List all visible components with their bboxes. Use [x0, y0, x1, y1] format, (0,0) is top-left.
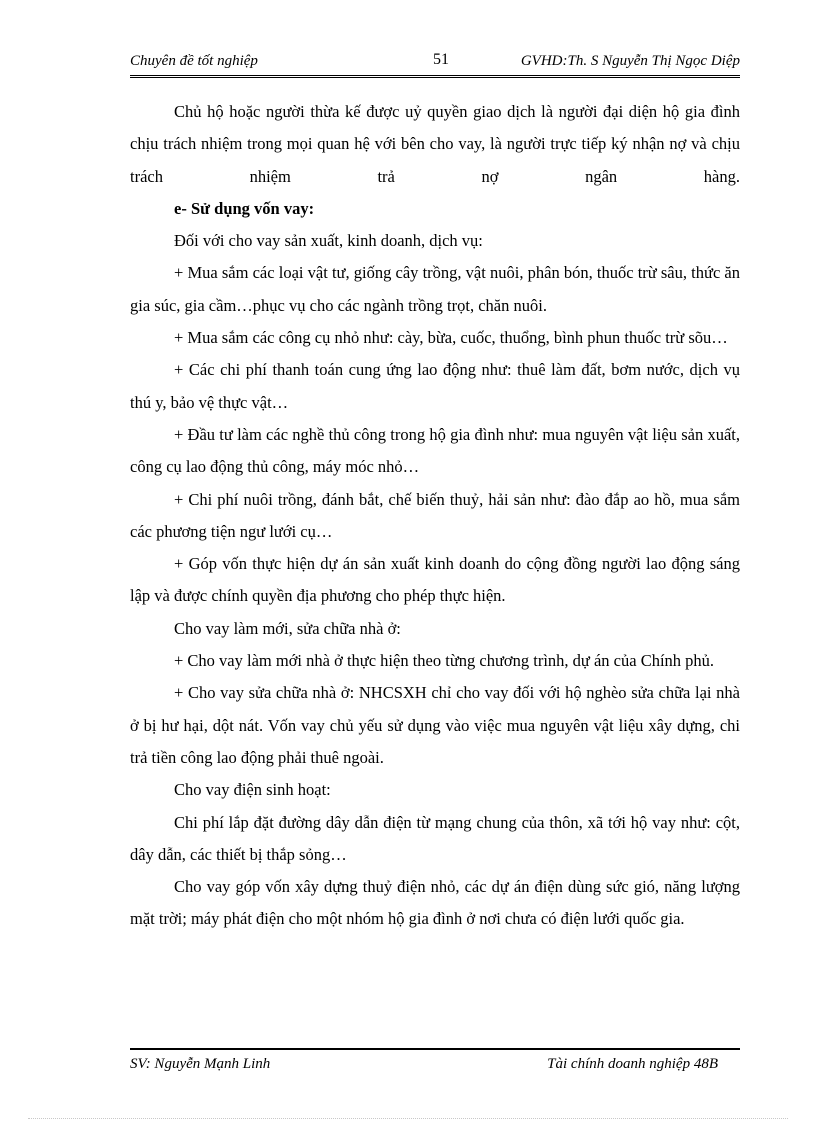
list-item-handicraft: + Đầu tư làm các nghề thủ công trong hộ gia đình như: mua nguyên vật liệu sản xuất, công cụ lao động thủ công, máy móc nhỏ… [130, 424, 740, 477]
list-item-new-housing: + Cho vay làm mới nhà ở thực hiện theo từng chương trình, dự án của Chính phủ. [174, 651, 715, 671]
paragraph-power-line-costs: Chi phí lắp đặt đường dây dẫn điện từ mạng chung của thôn, xã tới hộ vay như: cột, dây dẫn, các thiết bị thắp sỏng… [130, 812, 740, 864]
page-bottom-divider [28, 1118, 788, 1119]
page-body [130, 96, 740, 936]
list-item-labor-costs: + Các chi phí thanh toán cung ứng lao động như: thuê làm đất, bơm nước, dịch vụ thú y, bảo vệ thực vật… [130, 360, 740, 412]
section-heading-loan-usage: e- Sử dụng vốn vay: [174, 198, 315, 218]
header-supervisor: GVHD:Th. S Nguyễn Thị Ngọc Diệp [520, 53, 740, 69]
list-item-community-projects: + Góp vốn thực hiện dự án sản xuất kinh doanh do cộng đồng người lao động sáng lập và được chính quyền địa phương cho phép thực hiện. [130, 554, 740, 606]
header-document-title: Chuyên đề tốt nghiệp [130, 53, 258, 69]
footer-class-name: Tài chính doanh nghiệp 48B [547, 1056, 718, 1072]
page-header [130, 53, 740, 78]
paragraph-small-hydro: Cho vay góp vốn xây dựng thuỷ điện nhỏ, các dự án điện dùng sức gió, năng lượng mặt trời; máy phát điện cho một nhóm hộ gia đình ở nơi chưa có điện lưới quốc gia. [130, 877, 740, 929]
list-item-materials: + Mua sắm các loại vật tư, giống cây trồng, vật nuôi, phân bón, thuốc trừ sâu, thức ăn gia súc, gia cầm…phục vụ cho các ngành trồng trọt, chăn nuôi. [130, 263, 740, 315]
page-footer [130, 1048, 740, 1078]
paragraph-housing-loans-intro: Cho vay làm mới, sửa chữa nhà ở: [174, 618, 401, 638]
footer-student-name: SV: Nguyễn Mạnh Linh [130, 1056, 271, 1072]
list-item-small-tools: + Mua sắm các công cụ nhỏ như: cày, bừa, cuốc, thuổng, bình phun thuốc trừ sõu… [174, 328, 728, 348]
header-page-number: 51 [433, 51, 449, 68]
paragraph-electricity-loans-intro: Cho vay điện sinh hoạt: [174, 780, 331, 800]
list-item-aquaculture: + Chi phí nuôi trồng, đánh bắt, chế biến thuỷ, hải sản như: đào đắp ao hồ, mua sắm các phương tiện ngư lưới cụ… [130, 489, 740, 541]
paragraph-production-loans-intro: Đối với cho vay sản xuất, kinh doanh, dịch vụ: [174, 231, 483, 251]
list-item-housing-repair: + Cho vay sửa chữa nhà ở: NHCSXH chỉ cho vay đối với hộ nghèo sửa chữa lại nhà ở bị hư hại, dột nát. Vốn vay chủ yếu sử dụng vào việc mua nguyên vật liệu xây dựng, chi trả tiền công lao động phải thuê ngoài. [130, 683, 740, 767]
paragraph-household-representative: Chủ hộ hoặc người thừa kế được uỷ quyền giao dịch là người đại diện hộ gia đình chịu trách nhiệm trong mọi quan hệ với bên cho vay, là người trực tiếp ký nhận nợ và chịu trách nhiệm trả nợ ngân hàng. [130, 102, 740, 186]
